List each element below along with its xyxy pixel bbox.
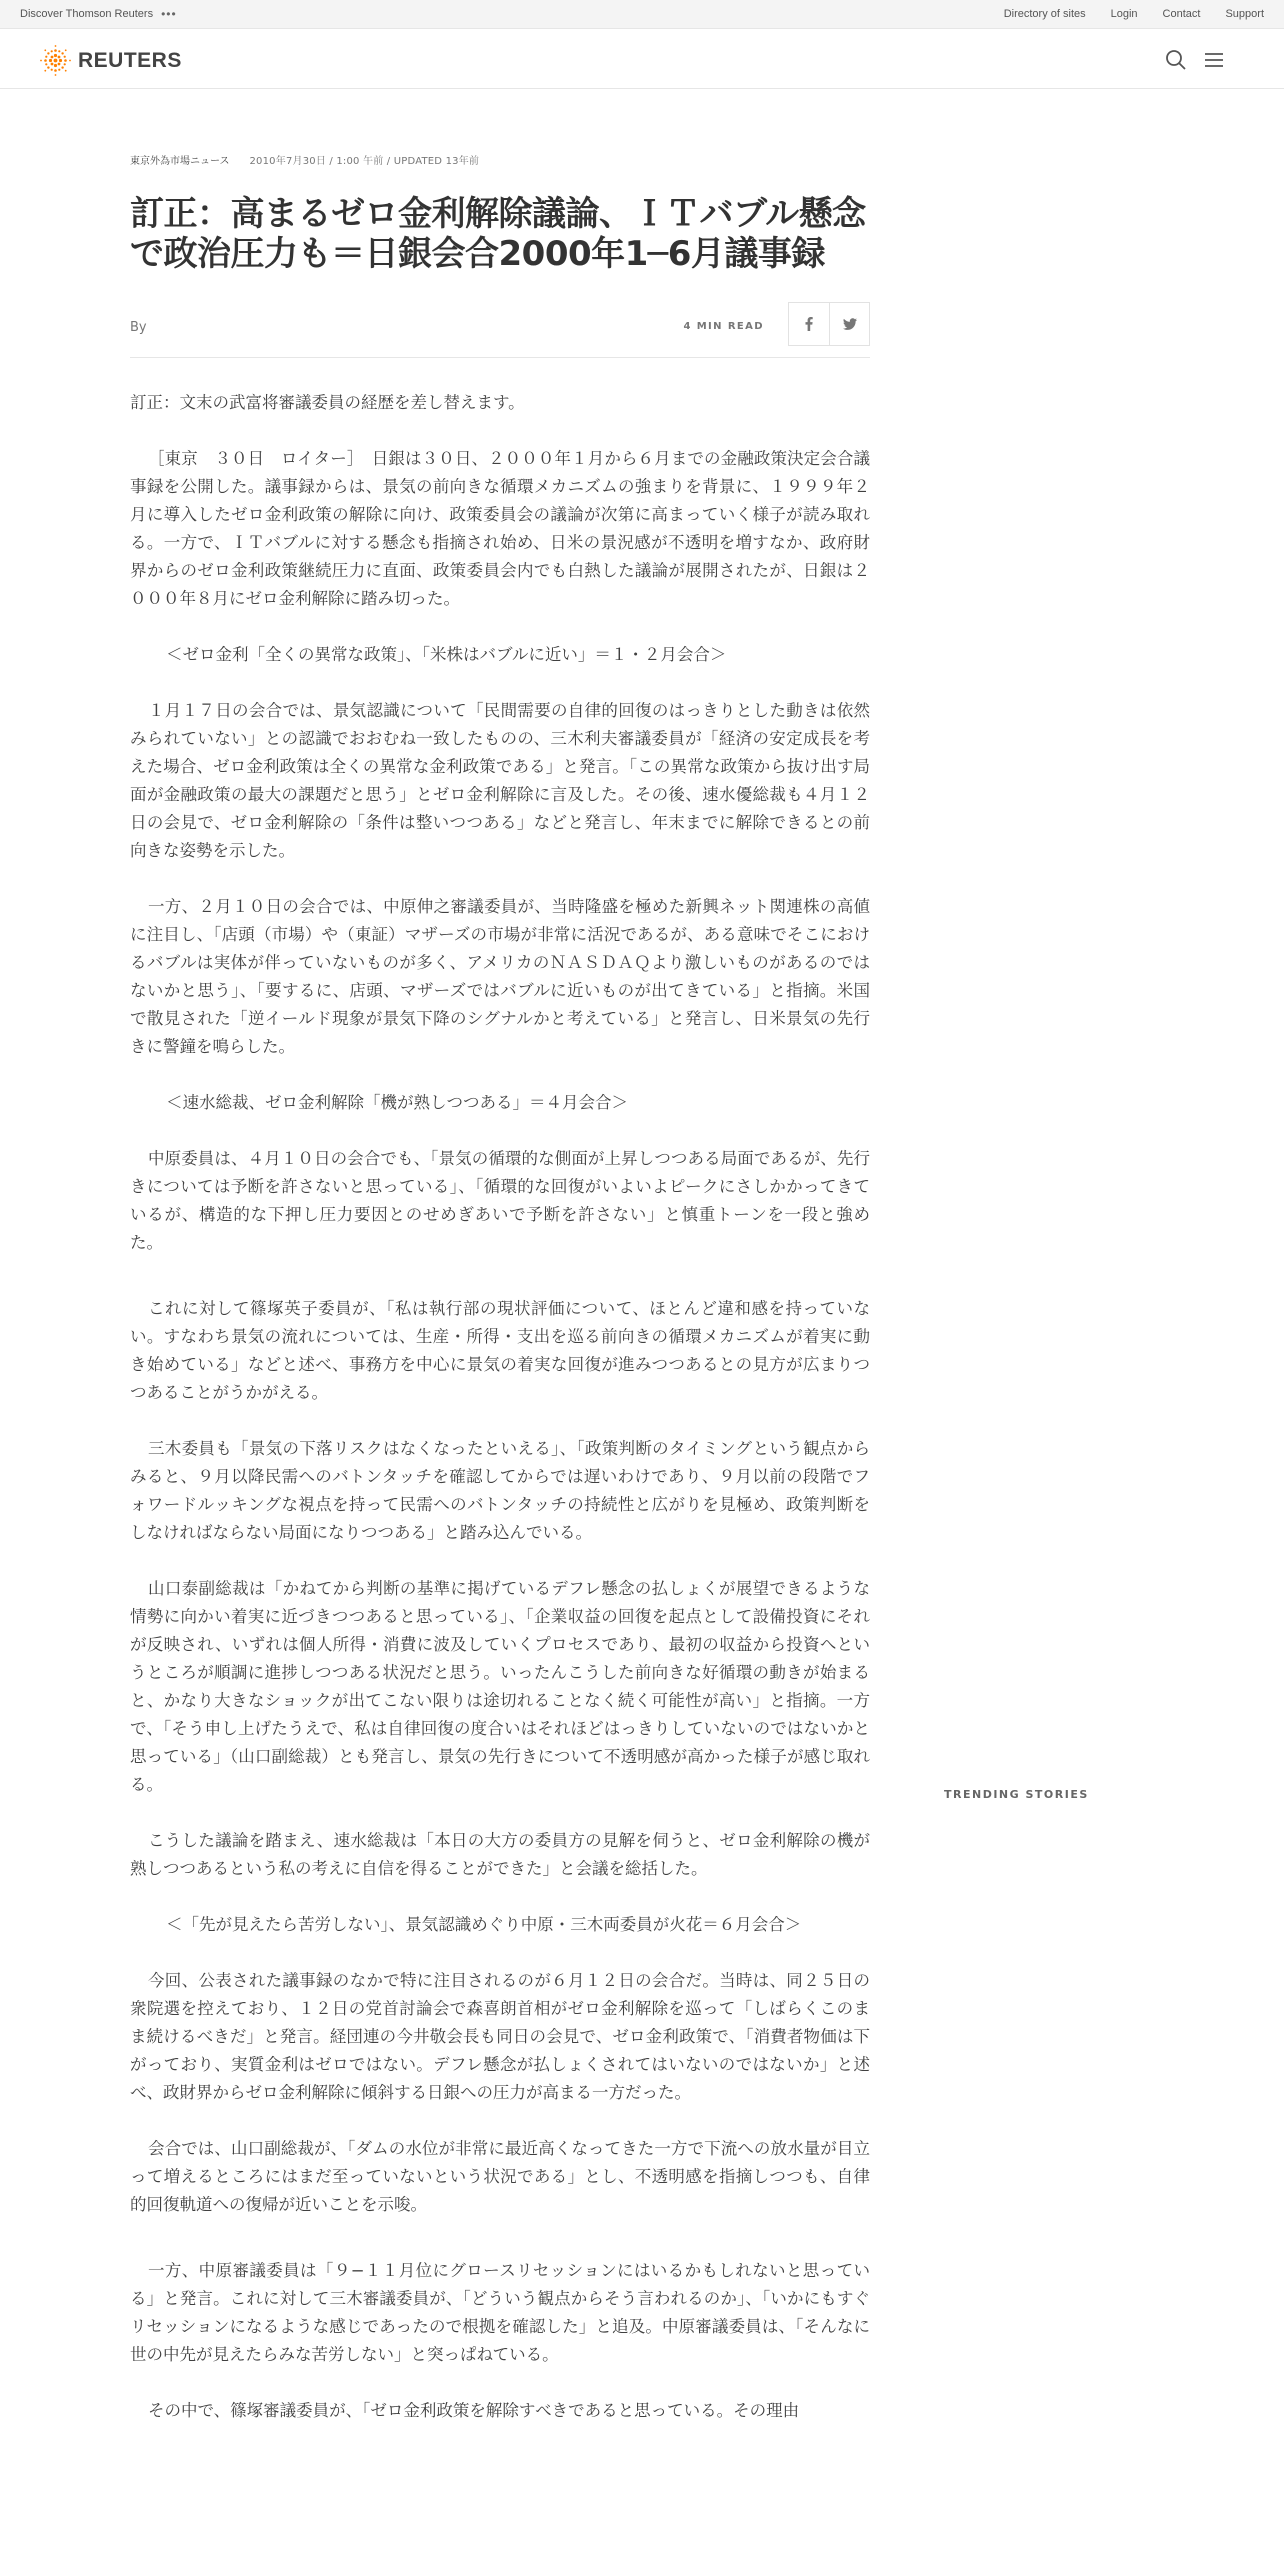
article — [130, 150, 870, 2453]
body-paragraph: これに対して篠塚英子委員が、「私は執行部の現状評価について、ほとんど違和感を持っていない。すなわち景気の流れについては、生産・所得・支出を巡る前向きの循環メカニズムが着実に動き始めている」などと述べ、事務方を中心に景気の着実な回復が進みつつあるとの見方が広まりつつあることがうかがえる。 — [130, 1299, 870, 1402]
subheading: ＜ゼロ金利「全くの異常な政策」、「米株はバブルに近い」＝１・２月会合＞ — [166, 645, 727, 664]
byline-row — [130, 302, 870, 346]
article-meta — [130, 150, 870, 168]
byline-divider — [130, 357, 870, 358]
body-paragraph: 会合では、山口副総裁が、「ダムの水位が非常に最近高くなってきた一方で下流への放水量が目立って増えるところにはまだ至っていないという状況である」とし、不透明感を指摘しつつも、自律的回復軌道への復帰が近いことを示唆。 — [130, 2139, 870, 2214]
utility-links — [1004, 8, 1264, 20]
ellipsis-icon[interactable]: ••• — [161, 6, 177, 21]
body-paragraph: 中原委員は、４月１０日の会合でも、「景気の循環的な側面が上昇しつつある局面であるが、先行きについては予断を許さないと思っている」、「循環的な回復がいよいよピークにさしかかってきているが、構造的な下押し圧力要因とのせめぎあいで予断を許さない」と慎重トーンを一段と強めた。 — [130, 1149, 870, 1252]
reuters-dot-logo-icon — [39, 44, 72, 77]
directory-of-sites-link[interactable]: Directory of sites — [1003, 8, 1086, 20]
utility-bar-left — [20, 8, 177, 20]
reuters-wordmark: REUTERS — [78, 48, 182, 72]
contact-link[interactable]: Contact — [1162, 8, 1201, 20]
body-paragraph: １月１７日の会合では、景気認識について「民間需要の自律的回復のはっきりとした動きは依然みられていない」との認識でおおむね一致したものの、三木利夫審議委員が「経済の安定成長を考えた場合、ゼロ金利政策は全くの異常な金利政策である」と発言。「この異常な政策から抜け出す局面が金融政策の最大の課題だと思う」とゼロ金利解除に言及した。その後、速水優総裁も４月１２日の会見で、ゼロ金利解除の「条件は整いつつある」などと発言し、年末までに解除できるとの前向きな姿勢を示した。 — [130, 701, 870, 860]
subheading: ＜「先が見えたら苦労しない」、景気認識めぐり中原・三木両委員が火花＝６月会合＞ — [166, 1915, 802, 1934]
section-link[interactable]: 東京外為市場ニュース — [130, 155, 230, 167]
correction-note: 訂正：文末の武富将審議委員の経歴を差し替えます。 — [130, 393, 525, 412]
body-paragraph: 一方、２月１０日の会合では、中原伸之審議委員が、当時隆盛を極めた新興ネット関連株の高値に注目し、「店頭（市場）や（東証）マザーズの市場が非常に活況であるが、ある意味でそこにおけるバブルは実体が伴っていないものが多く、アメリカのＮＡＳＤＡＱより激しいものがあるのではないかと思う」、「要するに、店頭、マザーズではバブルに近いものが出てきている」と指摘。米国で散見された「逆イールド現象が景気下降のシグナルかと考えている」と発言し、日米景気の先行きに警鐘を鳴らした。 — [130, 897, 870, 1056]
article-body — [130, 389, 870, 2425]
article-date: 2010年7月30日 / 1:00 午前 / UPDATED 13年前 — [249, 155, 480, 167]
header-actions — [1164, 48, 1226, 72]
reuters-logo[interactable] — [39, 44, 182, 77]
body-paragraph: 一方、中原審議委員は「９−１１月位にグロースリセッションにはいるかもしれないと思っている」と発言。これに対して三木審議委員が、「どういう観点からそう言われるのか」、「いかにもすぐリセッションになるような感じであったので根拠を確認した」と追及。中原審議委員は、「そんなに世の中先が見えたらみな苦労しない」と突っぱねている。 — [130, 2261, 870, 2364]
read-time: 4 MIN READ — [683, 321, 764, 332]
article-headline: 訂正：高まるゼロ金利解除議論、ＩＴバブル懸念で政治圧力も＝日銀会合2000年1─6月議事録 — [130, 194, 866, 274]
byline: By — [130, 320, 147, 335]
subheading: ＜速水総裁、ゼロ金利解除「機が熟しつつある」＝４月会合＞ — [166, 1093, 628, 1112]
body-paragraph: 今回、公表された議事録のなかで特に注目されるのが６月１２日の会合だ。当時は、同２５日の衆院選を控えており、１２日の党首討論会で森喜朗首相がゼロ金利解除を巡って「しばらくこのまま続けるべきだ」と発言。経団連の今井敬会長も同日の会見で、ゼロ金利政策で、「消費者物価は下がっており、実質金利はゼロではない。デフレ懸念が払しょくされてはいないのではないか」と述べ、政財界からゼロ金利解除に傾斜する日銀への圧力が高まる一方だった。 — [130, 1971, 870, 2102]
body-paragraph: その中で、篠塚審議委員が、「ゼロ金利政策を解除すべきであると思っている。その理由 — [148, 2401, 800, 2420]
lead-paragraph: ［東京 ３０日 ロイター］ 日銀は３０日、２０００年１月から６月までの金融政策決定会合議事録を公開した。議事録からは、景気の前向きな循環メカニズムの強まりを背景に、１９９９年２月に導入したゼロ金利政策の解除に向け、政策委員会の議論が次第に高まっていく様子が読み取れる。一方で、ＩＴバブルに対する懸念も指摘され始め、日米の景況感が不透明を増すなか、政府財界からのゼロ金利政策継続圧力に直面、政策委員会内でも白熱した議論が展開されたが、日銀は２０００年８月にゼロ金利解除に踏み切った。 — [130, 449, 870, 608]
twitter-icon[interactable] — [829, 303, 869, 345]
discover-thomson-reuters-link[interactable]: Discover Thomson Reuters — [20, 8, 154, 20]
login-link[interactable]: Login — [1110, 8, 1138, 20]
support-link[interactable]: Support — [1225, 8, 1264, 20]
facebook-icon[interactable] — [789, 303, 829, 345]
body-paragraph: 三木委員も「景気の下落リスクはなくなったといえる」、「政策判断のタイミングという観点からみると、９月以降民需へのバトンタッチを確認してからでは遅いわけであり、９月以前の段階でフォワードルッキングな視点を持って民需へのバトンタッチの持続性と広がりを見極め、政策判断をしなければならない局面になりつつある」と踏み込んでいる。 — [130, 1439, 870, 1542]
hamburger-menu-icon[interactable] — [1202, 48, 1226, 72]
share-buttons — [788, 302, 870, 346]
body-paragraph: こうした議論を踏まえ、速水総裁は「本日の大方の委員方の見解を伺うと、ゼロ金利解除の機が熟しつつあるという私の考えに自信を得ることができた」と会議を総括した。 — [130, 1831, 870, 1878]
body-paragraph: 山口泰副総裁は「かねてから判断の基準に掲げているデフレ懸念の払しょくが展望できるような情勢に向かい着実に近づきつつあると思っている」、「企業収益の回復を起点として設備投資にそれが反映され、いずれは個人所得・消費に波及していくプロセスであり、最初の収益から投資へというところが順調に進捗しつつある状況だと思う。いったんこうした前向きな好循環の動きが始まると、かなり大きなショックが出てこない限りは途切れることなく続く可能性が高い」と指摘。一方で、「そう申し上げたうえで、私は自律回復の度合いはそれほどはっきりしていないのではないかと思っている」（山口副総裁）とも発言し、景気の先行きについて不透明感が高かった様子が感じ取れる。 — [130, 1579, 870, 1794]
trending-stories-heading: TRENDING STORIES — [944, 1788, 1089, 1801]
utility-bar — [0, 0, 1284, 29]
site-header — [0, 29, 1284, 89]
search-icon[interactable] — [1164, 48, 1188, 72]
